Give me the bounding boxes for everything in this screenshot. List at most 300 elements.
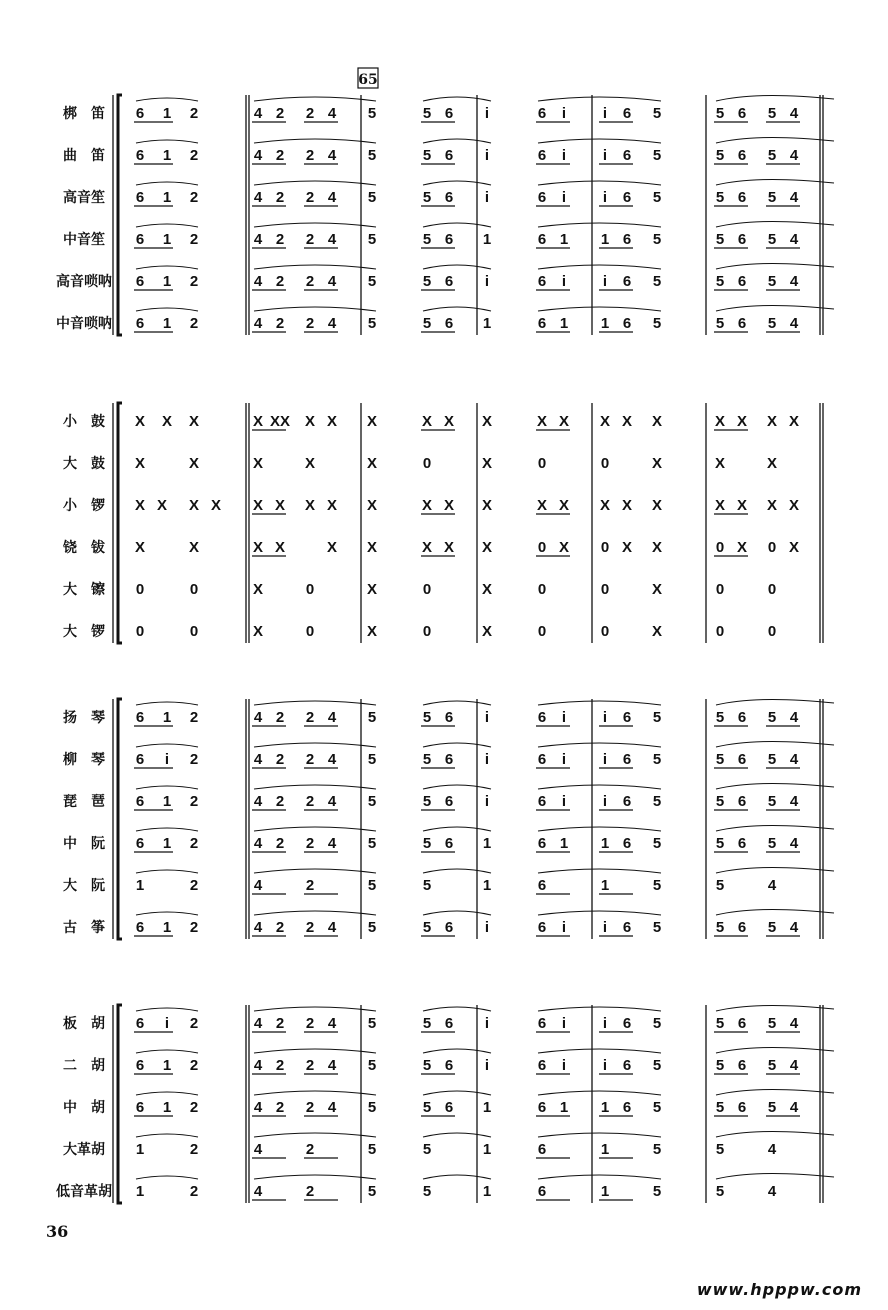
- slur: [538, 1007, 661, 1011]
- score-note: 1: [600, 835, 610, 852]
- score-note: 6: [737, 1015, 747, 1032]
- slur: [538, 1175, 661, 1179]
- score-note: i: [484, 751, 490, 768]
- score-note: i: [561, 273, 567, 290]
- score-note: 0: [189, 581, 199, 598]
- score-note: 6: [537, 105, 547, 122]
- score-note: 0: [767, 539, 777, 556]
- slur: [136, 98, 198, 101]
- score-note: 4: [789, 315, 799, 332]
- score-note: 6: [444, 147, 454, 164]
- slur: [423, 223, 491, 227]
- score-note: 6: [622, 709, 632, 726]
- score-note: 4: [327, 793, 337, 810]
- slur: [254, 1049, 376, 1053]
- score-note: 2: [275, 147, 285, 164]
- score-note: 1: [135, 1141, 145, 1158]
- score-note: 2: [305, 709, 315, 726]
- score-note: 1: [135, 877, 145, 894]
- score-note: 6: [537, 147, 547, 164]
- score-note: 2: [305, 919, 315, 936]
- slur: [254, 911, 376, 915]
- slur: [538, 1049, 661, 1053]
- score-note: 6: [537, 315, 547, 332]
- score-note: 1: [162, 919, 172, 936]
- score-note: i: [602, 919, 608, 936]
- score-note: 6: [444, 1015, 454, 1032]
- instrument-label: 板 胡: [63, 1016, 105, 1032]
- score-note: 5: [767, 793, 777, 810]
- instrument-label: 大 镲: [63, 582, 105, 598]
- score-note: X: [274, 497, 286, 514]
- slur: [716, 1173, 834, 1179]
- score-note: 0: [537, 539, 547, 556]
- score-note: 2: [305, 315, 315, 332]
- instrument-label: 小 锣: [63, 498, 105, 514]
- slur: [538, 97, 661, 101]
- score-note: 4: [327, 105, 337, 122]
- score-note: X: [621, 539, 633, 556]
- score-note: 6: [135, 919, 145, 936]
- score-note: X: [766, 497, 778, 514]
- score-note: 5: [652, 751, 662, 768]
- score-note: 4: [327, 1015, 337, 1032]
- score-note: 5: [715, 835, 725, 852]
- instrument-label: 大 阮: [63, 878, 105, 894]
- score-note: 6: [537, 793, 547, 810]
- score-note: 2: [305, 1015, 315, 1032]
- score-note: 5: [367, 877, 377, 894]
- slur: [423, 307, 491, 311]
- score-note: X: [421, 413, 433, 430]
- slur: [538, 701, 661, 705]
- score-note: 6: [622, 919, 632, 936]
- score-note: 5: [367, 709, 377, 726]
- slur: [538, 827, 661, 831]
- score-note: 2: [189, 105, 199, 122]
- score-note: X: [161, 413, 173, 430]
- score-note: i: [602, 105, 608, 122]
- score-note: 4: [767, 877, 777, 894]
- score-note: 4: [789, 793, 799, 810]
- page-number: 36: [46, 1222, 69, 1241]
- slur: [254, 1175, 376, 1179]
- score-note: 5: [367, 1015, 377, 1032]
- score-note: 4: [789, 105, 799, 122]
- score-note: 5: [767, 105, 777, 122]
- instrument-label: 低音革胡: [56, 1184, 112, 1200]
- score-note: 4: [767, 1141, 777, 1158]
- score-note: 2: [189, 835, 199, 852]
- slur: [423, 869, 491, 873]
- score-note: X: [156, 497, 168, 514]
- instrument-label: 柳 琴: [63, 752, 105, 768]
- score-note: 1: [162, 835, 172, 852]
- score-note: 2: [275, 231, 285, 248]
- score-note: 4: [789, 273, 799, 290]
- score-note: 5: [652, 189, 662, 206]
- score-note: X: [536, 497, 548, 514]
- score-note: 0: [422, 623, 432, 640]
- score-note: 1: [559, 835, 569, 852]
- score-note: 2: [275, 189, 285, 206]
- score-note: 4: [327, 1099, 337, 1116]
- score-note: 2: [189, 189, 199, 206]
- score-note: 1: [600, 1141, 610, 1158]
- score-note: 2: [189, 751, 199, 768]
- slur: [254, 181, 376, 185]
- score-note: 2: [189, 1057, 199, 1074]
- score-note: i: [602, 709, 608, 726]
- instrument-label: 大革胡: [63, 1142, 105, 1158]
- score-note: 1: [600, 1099, 610, 1116]
- score-note: 1: [482, 1141, 492, 1158]
- slur: [423, 827, 491, 831]
- score-note: 2: [275, 273, 285, 290]
- score-note: i: [561, 105, 567, 122]
- score-note: 1: [162, 1099, 172, 1116]
- score-note: 5: [422, 1015, 432, 1032]
- score-note: 6: [622, 231, 632, 248]
- score-note: 6: [444, 793, 454, 810]
- score-note: 4: [253, 877, 263, 894]
- score-note: X: [736, 497, 748, 514]
- score-note: 4: [253, 315, 263, 332]
- score-note: 0: [715, 539, 725, 556]
- score-note: 6: [135, 1057, 145, 1074]
- score-note: 6: [135, 751, 145, 768]
- score-note: 5: [715, 709, 725, 726]
- score-note: 6: [444, 1057, 454, 1074]
- slur: [254, 701, 376, 705]
- slur: [136, 224, 198, 227]
- slur: [136, 702, 198, 705]
- score-note: 0: [715, 581, 725, 598]
- score-note: 5: [715, 1057, 725, 1074]
- score-note: 4: [253, 189, 263, 206]
- score-note: 2: [305, 877, 315, 894]
- slur: [254, 223, 376, 227]
- score-note: 6: [537, 189, 547, 206]
- score-note: 5: [767, 835, 777, 852]
- score-note: X: [252, 455, 264, 472]
- score-note: 5: [715, 1015, 725, 1032]
- score-note: i: [561, 919, 567, 936]
- score-note: 6: [537, 877, 547, 894]
- score-note: 6: [444, 919, 454, 936]
- score-note: 0: [537, 455, 547, 472]
- score-note: 0: [305, 623, 315, 640]
- slur: [254, 265, 376, 269]
- score-note: 1: [162, 273, 172, 290]
- score-note: 4: [253, 709, 263, 726]
- slur: [716, 699, 834, 705]
- score-note: X: [766, 413, 778, 430]
- score-note: i: [484, 189, 490, 206]
- score-note: 2: [189, 273, 199, 290]
- slur: [136, 1092, 198, 1095]
- score-note: X: [134, 413, 146, 430]
- instrument-label: 中 阮: [63, 836, 105, 852]
- score-note: i: [602, 189, 608, 206]
- score-note: X: [443, 497, 455, 514]
- score-note: 5: [367, 231, 377, 248]
- score-note: X: [188, 539, 200, 556]
- rehearsal-mark: 65: [358, 72, 378, 88]
- score-note: 4: [253, 147, 263, 164]
- score-note: 6: [737, 919, 747, 936]
- score-note: X: [134, 497, 146, 514]
- slur: [423, 181, 491, 185]
- score-note: 5: [422, 1183, 432, 1200]
- score-note: 6: [537, 1057, 547, 1074]
- score-note: 2: [189, 1099, 199, 1116]
- slur: [136, 1134, 198, 1137]
- slur: [716, 783, 834, 789]
- score-note: 6: [135, 709, 145, 726]
- slur: [136, 744, 198, 747]
- score-note: 2: [305, 751, 315, 768]
- score-note: 1: [482, 1099, 492, 1116]
- score-note: X: [621, 413, 633, 430]
- slur: [538, 869, 661, 873]
- score-note: i: [561, 1057, 567, 1074]
- score-note: X: [558, 413, 570, 430]
- score-note: 4: [253, 793, 263, 810]
- score-note: 5: [422, 189, 432, 206]
- score-note: i: [484, 709, 490, 726]
- slur: [136, 182, 198, 185]
- score-note: 2: [275, 919, 285, 936]
- score-note: 0: [189, 623, 199, 640]
- score-note: 5: [767, 231, 777, 248]
- score-note: 2: [189, 709, 199, 726]
- score-note: 6: [737, 1057, 747, 1074]
- score-note: 5: [422, 835, 432, 852]
- score-note: 5: [715, 1099, 725, 1116]
- score-note: 0: [600, 455, 610, 472]
- score-note: 5: [367, 189, 377, 206]
- score-note: 1: [162, 105, 172, 122]
- score-note: 1: [162, 189, 172, 206]
- slur: [254, 1091, 376, 1095]
- score-note: 4: [253, 231, 263, 248]
- score-note: X: [274, 539, 286, 556]
- slur: [716, 95, 834, 101]
- watermark: www.hpppw.com: [696, 1280, 862, 1299]
- score-note: 5: [715, 1141, 725, 1158]
- slur: [254, 1007, 376, 1011]
- score-note: 2: [275, 315, 285, 332]
- score-note: 6: [537, 273, 547, 290]
- slur: [538, 1133, 661, 1137]
- score-note: 4: [327, 1057, 337, 1074]
- score-note: 6: [737, 189, 747, 206]
- score-note: X: [134, 455, 146, 472]
- score-note: 5: [367, 1057, 377, 1074]
- score-note: 6: [622, 835, 632, 852]
- score-note: 6: [737, 835, 747, 852]
- score-note: X: [788, 539, 800, 556]
- score-note: 2: [305, 1057, 315, 1074]
- score-note: X: [481, 497, 493, 514]
- score-note: X: [481, 581, 493, 598]
- score-note: 6: [737, 105, 747, 122]
- score-note: 6: [537, 835, 547, 852]
- score-note: 5: [652, 231, 662, 248]
- score-note: 2: [305, 1099, 315, 1116]
- score-note: 4: [253, 835, 263, 852]
- score-note: X: [366, 413, 378, 430]
- score-note: 6: [135, 793, 145, 810]
- score-note: 6: [737, 273, 747, 290]
- score-note: 5: [422, 1141, 432, 1158]
- score-note: i: [164, 1015, 170, 1032]
- score-note: 2: [305, 189, 315, 206]
- slur: [538, 743, 661, 747]
- score-note: 5: [767, 273, 777, 290]
- score-note: 5: [767, 1015, 777, 1032]
- score-note: X: [651, 623, 663, 640]
- score-note: i: [484, 1057, 490, 1074]
- score-note: X: [188, 455, 200, 472]
- slur: [136, 1050, 198, 1053]
- slur: [423, 1007, 491, 1011]
- score-note: 5: [715, 877, 725, 894]
- score-note: 5: [715, 919, 725, 936]
- score-note: 1: [162, 147, 172, 164]
- score-note: 6: [135, 105, 145, 122]
- score-note: 6: [135, 147, 145, 164]
- score-note: 4: [253, 105, 263, 122]
- slur: [254, 1133, 376, 1137]
- slur: [136, 870, 198, 873]
- score-note: 2: [305, 1141, 315, 1158]
- score-note: 1: [162, 1057, 172, 1074]
- score-note: 5: [767, 315, 777, 332]
- score-note: 5: [422, 709, 432, 726]
- score-note: 4: [327, 147, 337, 164]
- instrument-label: 中音唢呐: [56, 316, 112, 332]
- score-note: 5: [715, 105, 725, 122]
- score-note: 5: [652, 147, 662, 164]
- instrument-label: 高音笙: [63, 190, 105, 206]
- score-note: i: [484, 105, 490, 122]
- score-note: 5: [367, 273, 377, 290]
- score-note: 4: [253, 1183, 263, 1200]
- instrument-label: 梆 笛: [63, 106, 105, 122]
- score-note: 2: [275, 835, 285, 852]
- score-note: 0: [422, 455, 432, 472]
- score-note: X: [326, 497, 338, 514]
- score-note: X: [134, 539, 146, 556]
- score-note: 5: [767, 1057, 777, 1074]
- score-note: 5: [367, 1099, 377, 1116]
- score-note: X: [252, 539, 264, 556]
- score-note: 5: [367, 147, 377, 164]
- score-note: 5: [715, 147, 725, 164]
- score-note: X: [252, 623, 264, 640]
- score-note: X: [252, 581, 264, 598]
- score-note: 5: [652, 1141, 662, 1158]
- slur: [254, 827, 376, 831]
- score-note: i: [602, 793, 608, 810]
- score-note: 5: [715, 793, 725, 810]
- score-note: X: [304, 455, 316, 472]
- score-note: 2: [305, 793, 315, 810]
- score-note: 6: [135, 835, 145, 852]
- score-note: 6: [622, 793, 632, 810]
- slur: [716, 1047, 834, 1053]
- score-note: 6: [622, 189, 632, 206]
- score-note: 2: [305, 1183, 315, 1200]
- slur: [716, 179, 834, 185]
- score-note: X: [481, 455, 493, 472]
- score-note: X: [558, 497, 570, 514]
- score-note: 1: [162, 315, 172, 332]
- score-note: 5: [422, 273, 432, 290]
- score-note: 2: [189, 1183, 199, 1200]
- slur: [423, 1049, 491, 1053]
- score-note: 0: [715, 623, 725, 640]
- score-note: 4: [789, 147, 799, 164]
- score-note: 5: [422, 315, 432, 332]
- score-note: 2: [189, 1141, 199, 1158]
- score-note: X: [481, 413, 493, 430]
- score-note: i: [484, 793, 490, 810]
- score-note: 6: [135, 1099, 145, 1116]
- score-note: 2: [189, 793, 199, 810]
- score-note: X: [421, 497, 433, 514]
- score-note: i: [602, 1015, 608, 1032]
- score-note: 6: [622, 105, 632, 122]
- instrument-label: 中音笙: [63, 232, 105, 248]
- score-note: 5: [652, 919, 662, 936]
- score-note: 1: [162, 231, 172, 248]
- score-note: 5: [422, 105, 432, 122]
- score-note: 0: [135, 581, 145, 598]
- score-note: i: [164, 751, 170, 768]
- slur: [254, 307, 376, 311]
- slur: [423, 785, 491, 789]
- score-note: 1: [482, 315, 492, 332]
- score-note: 6: [622, 147, 632, 164]
- score-note: 6: [622, 1099, 632, 1116]
- score-note: 5: [652, 1057, 662, 1074]
- instrument-label: 古 筝: [63, 920, 105, 936]
- score-note: 6: [537, 751, 547, 768]
- slur: [716, 867, 834, 873]
- score-note: 5: [422, 793, 432, 810]
- score-note: 6: [135, 231, 145, 248]
- slur: [423, 1175, 491, 1179]
- score-note: X: [766, 455, 778, 472]
- score-note: 2: [305, 105, 315, 122]
- score-note: 5: [767, 1099, 777, 1116]
- slur: [136, 308, 198, 311]
- score-note: X: [366, 581, 378, 598]
- score-note: 6: [135, 189, 145, 206]
- score-note: 0: [305, 581, 315, 598]
- score-note: 5: [652, 835, 662, 852]
- score-note: 2: [305, 147, 315, 164]
- score-note: 0: [537, 581, 547, 598]
- score-note: 2: [275, 751, 285, 768]
- score-note: i: [561, 189, 567, 206]
- slur: [254, 97, 376, 101]
- score-note: 0: [600, 539, 610, 556]
- slur: [538, 911, 661, 915]
